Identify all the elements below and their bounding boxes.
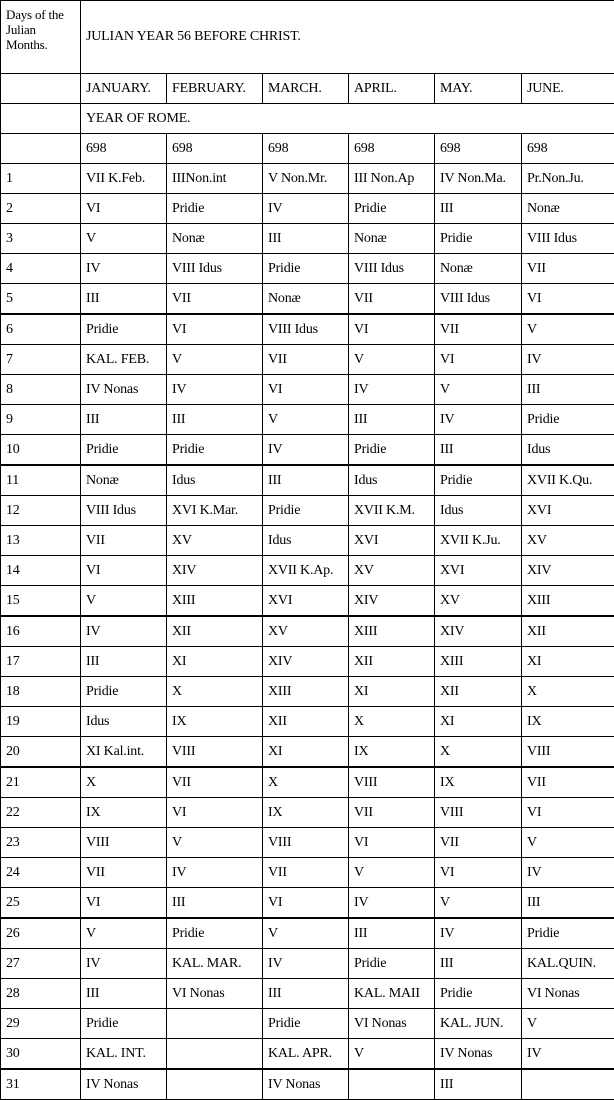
date-cell: XII	[349, 647, 435, 677]
day-number-cell: 3	[1, 224, 81, 254]
date-cell: VIII	[167, 737, 263, 768]
year-values-row	[1, 134, 614, 164]
date-cell: XIII	[349, 616, 435, 647]
date-cell: Pridie	[81, 677, 167, 707]
date-cell: Nonæ	[263, 284, 349, 315]
year-value: 698	[435, 134, 522, 164]
date-cell: IV Nonas	[263, 1069, 349, 1100]
date-cell: VI Nonas	[349, 1009, 435, 1039]
table-row	[1, 918, 614, 949]
year-value: 698	[349, 134, 435, 164]
date-cell: Pridie	[349, 194, 435, 224]
date-cell: III	[349, 918, 435, 949]
date-cell: V	[263, 405, 349, 435]
table-row	[1, 767, 614, 798]
date-cell: Pridie	[435, 224, 522, 254]
empty-cell	[1, 104, 81, 134]
date-cell: VIII	[349, 767, 435, 798]
year-of-rome-label: YEAR OF ROME.	[81, 104, 614, 134]
date-cell: III	[349, 405, 435, 435]
year-of-rome-label-row	[1, 104, 614, 134]
month-header: JANUARY.	[81, 74, 167, 104]
date-cell: Idus	[435, 496, 522, 526]
date-cell: IV	[81, 254, 167, 284]
day-number-cell: 26	[1, 918, 81, 949]
date-cell: IV	[349, 888, 435, 919]
date-cell: IV	[435, 405, 522, 435]
date-cell: VI	[435, 858, 522, 888]
date-cell: XIII	[435, 647, 522, 677]
date-cell: III Non.Ap	[349, 164, 435, 194]
month-header: APRIL.	[349, 74, 435, 104]
date-cell: III	[167, 405, 263, 435]
table-row	[1, 1039, 614, 1070]
table-row	[1, 737, 614, 768]
date-cell: IX	[263, 798, 349, 828]
date-cell: III	[435, 194, 522, 224]
table-row	[1, 526, 614, 556]
date-cell: VII	[349, 798, 435, 828]
date-cell: XVII K.M.	[349, 496, 435, 526]
date-cell: VIII Idus	[167, 254, 263, 284]
date-cell: VII	[81, 526, 167, 556]
day-number-cell: 8	[1, 375, 81, 405]
date-cell: X	[81, 767, 167, 798]
date-cell: VII	[263, 345, 349, 375]
date-cell: XVI	[522, 496, 614, 526]
date-cell: IV	[522, 858, 614, 888]
day-number-cell: 19	[1, 707, 81, 737]
title-row	[1, 1, 614, 74]
date-cell: IV	[263, 194, 349, 224]
date-cell: III	[522, 375, 614, 405]
date-cell: Nonæ	[349, 224, 435, 254]
date-cell: VI Nonas	[167, 979, 263, 1009]
date-cell: XIV	[435, 616, 522, 647]
table-title: JULIAN YEAR 56 BEFORE CHRIST.	[81, 1, 614, 74]
date-cell: IV Nonas	[81, 1069, 167, 1100]
date-cell: KAL.QUIN.	[522, 949, 614, 979]
date-cell: V	[81, 586, 167, 617]
date-cell: VII	[167, 767, 263, 798]
year-value: 698	[522, 134, 614, 164]
date-cell: XV	[349, 556, 435, 586]
date-cell: XI	[349, 677, 435, 707]
date-cell: Pridie	[81, 1009, 167, 1039]
date-cell: X	[349, 707, 435, 737]
date-cell: KAL. JUN.	[435, 1009, 522, 1039]
date-cell: Nonæ	[167, 224, 263, 254]
day-number-cell: 5	[1, 284, 81, 315]
date-cell: XVI	[263, 586, 349, 617]
date-cell: XVII K.Qu.	[522, 465, 614, 496]
date-cell: VI	[349, 314, 435, 345]
date-cell: KAL. FEB.	[81, 345, 167, 375]
table-row	[1, 979, 614, 1009]
day-number-cell: 11	[1, 465, 81, 496]
date-cell: XVI	[349, 526, 435, 556]
date-cell	[167, 1009, 263, 1039]
day-number-cell: 29	[1, 1009, 81, 1039]
date-cell: IV	[263, 435, 349, 466]
date-cell: VIII	[81, 828, 167, 858]
date-cell: VI	[167, 314, 263, 345]
day-number-cell: 2	[1, 194, 81, 224]
date-cell: XVI	[435, 556, 522, 586]
date-cell: IV Non.Ma.	[435, 164, 522, 194]
date-cell: III	[435, 435, 522, 466]
table-row	[1, 496, 614, 526]
date-cell: XI	[435, 707, 522, 737]
day-number-cell: 15	[1, 586, 81, 617]
table-row	[1, 345, 614, 375]
date-cell: Pr.Non.Ju.	[522, 164, 614, 194]
date-cell: IV	[349, 375, 435, 405]
month-header: FEBRUARY.	[167, 74, 263, 104]
date-cell: V	[435, 375, 522, 405]
date-cell: XIV	[167, 556, 263, 586]
table-row	[1, 435, 614, 466]
table-row	[1, 194, 614, 224]
day-number-cell: 1	[1, 164, 81, 194]
date-cell: Pridie	[522, 405, 614, 435]
date-cell: VIII	[435, 798, 522, 828]
date-cell: Idus	[522, 435, 614, 466]
date-cell: XI	[263, 737, 349, 768]
date-cell: IX	[167, 707, 263, 737]
date-cell: X	[522, 677, 614, 707]
day-number-cell: 13	[1, 526, 81, 556]
date-cell: XII	[435, 677, 522, 707]
date-cell: VIII Idus	[263, 314, 349, 345]
table-row	[1, 858, 614, 888]
month-header: MARCH.	[263, 74, 349, 104]
day-number-cell: 25	[1, 888, 81, 919]
date-cell: VII	[263, 858, 349, 888]
date-cell: VI	[263, 888, 349, 919]
date-cell: Pridie	[435, 465, 522, 496]
day-number-cell: 7	[1, 345, 81, 375]
date-cell: VIII Idus	[349, 254, 435, 284]
day-number-cell: 31	[1, 1069, 81, 1100]
table-row	[1, 556, 614, 586]
date-cell: Pridie	[263, 496, 349, 526]
date-cell: KAL. APR.	[263, 1039, 349, 1070]
date-cell: XIII	[522, 586, 614, 617]
date-cell: Pridie	[167, 918, 263, 949]
date-cell: IV	[522, 345, 614, 375]
date-cell: XVI K.Mar.	[167, 496, 263, 526]
date-cell: XVII K.Ap.	[263, 556, 349, 586]
date-cell: V	[349, 1039, 435, 1070]
month-header: JUNE.	[522, 74, 614, 104]
day-number-cell: 22	[1, 798, 81, 828]
date-cell: XII	[522, 616, 614, 647]
date-cell: Idus	[263, 526, 349, 556]
date-cell: Nonæ	[81, 465, 167, 496]
month-header: MAY.	[435, 74, 522, 104]
date-cell: V	[263, 918, 349, 949]
date-cell: VI Nonas	[522, 979, 614, 1009]
date-cell: Pridie	[522, 918, 614, 949]
date-cell: VI	[81, 556, 167, 586]
date-cell: Pridie	[167, 435, 263, 466]
day-number-cell: 17	[1, 647, 81, 677]
date-cell: X	[167, 677, 263, 707]
day-number-cell: 23	[1, 828, 81, 858]
day-number-cell: 9	[1, 405, 81, 435]
date-cell: V	[435, 888, 522, 919]
date-cell: VI	[522, 284, 614, 315]
date-cell: IX	[522, 707, 614, 737]
table-row	[1, 828, 614, 858]
date-cell: Pridie	[349, 949, 435, 979]
table-row	[1, 405, 614, 435]
date-cell: VI	[81, 888, 167, 919]
date-cell: V	[81, 918, 167, 949]
date-cell: IV	[522, 1039, 614, 1070]
table-row	[1, 616, 614, 647]
date-cell: Pridie	[81, 435, 167, 466]
day-number-cell: 24	[1, 858, 81, 888]
date-cell: XV	[522, 526, 614, 556]
date-cell: IV	[435, 918, 522, 949]
days-column-header: Days of the Julian Months.	[1, 1, 81, 74]
date-cell: XVII K.Ju.	[435, 526, 522, 556]
date-cell: V	[167, 345, 263, 375]
table-row	[1, 888, 614, 919]
date-cell: XV	[263, 616, 349, 647]
date-cell: IX	[349, 737, 435, 768]
date-cell: Idus	[167, 465, 263, 496]
empty-cell	[1, 74, 81, 104]
date-cell: Idus	[349, 465, 435, 496]
date-cell: VII	[522, 254, 614, 284]
date-cell: III	[81, 284, 167, 315]
table-row	[1, 1009, 614, 1039]
date-cell: IV Nonas	[435, 1039, 522, 1070]
date-cell: VI	[167, 798, 263, 828]
date-cell: V	[167, 828, 263, 858]
date-cell: III	[435, 949, 522, 979]
date-cell: III	[263, 979, 349, 1009]
date-cell: XI Kal.int.	[81, 737, 167, 768]
date-cell: Pridie	[435, 979, 522, 1009]
date-cell: VII K.Feb.	[81, 164, 167, 194]
day-number-cell: 27	[1, 949, 81, 979]
date-cell: III	[522, 888, 614, 919]
date-cell: IV	[167, 858, 263, 888]
date-cell: V Non.Mr.	[263, 164, 349, 194]
date-cell	[167, 1039, 263, 1070]
table-row	[1, 224, 614, 254]
date-cell: VII	[167, 284, 263, 315]
day-number-cell: 12	[1, 496, 81, 526]
date-cell: KAL. MAR.	[167, 949, 263, 979]
date-cell: XIV	[263, 647, 349, 677]
date-cell: XI	[167, 647, 263, 677]
date-cell: III	[435, 1069, 522, 1100]
date-cell: V	[349, 858, 435, 888]
year-value: 698	[81, 134, 167, 164]
table-row	[1, 586, 614, 617]
day-number-cell: 10	[1, 435, 81, 466]
table-row	[1, 949, 614, 979]
date-cell: III	[81, 405, 167, 435]
date-cell: XV	[435, 586, 522, 617]
date-cell: VIII	[522, 737, 614, 768]
date-cell: V	[349, 345, 435, 375]
day-number-cell: 18	[1, 677, 81, 707]
date-cell: Nonæ	[522, 194, 614, 224]
date-cell: V	[522, 828, 614, 858]
table-row	[1, 798, 614, 828]
date-cell: Nonæ	[435, 254, 522, 284]
date-cell: XII	[167, 616, 263, 647]
date-cell: X	[435, 737, 522, 768]
date-cell: XIII	[263, 677, 349, 707]
date-cell: Pridie	[263, 254, 349, 284]
date-cell: VI	[81, 194, 167, 224]
day-number-cell: 14	[1, 556, 81, 586]
date-cell: Pridie	[167, 194, 263, 224]
date-cell: VII	[435, 828, 522, 858]
date-cell: IX	[435, 767, 522, 798]
date-cell: KAL. INT.	[81, 1039, 167, 1070]
table-row	[1, 465, 614, 496]
day-number-cell: 28	[1, 979, 81, 1009]
date-cell: VI	[522, 798, 614, 828]
date-cell: V	[522, 1009, 614, 1039]
month-header-row	[1, 74, 614, 104]
date-cell: III	[81, 647, 167, 677]
table-row	[1, 284, 614, 315]
day-number-cell: 30	[1, 1039, 81, 1070]
table-row	[1, 677, 614, 707]
date-cell: VII	[81, 858, 167, 888]
table-row	[1, 164, 614, 194]
date-cell: VII	[349, 284, 435, 315]
table-row	[1, 375, 614, 405]
date-cell: XIII	[167, 586, 263, 617]
date-cell: Pridie	[263, 1009, 349, 1039]
date-cell: XII	[263, 707, 349, 737]
date-cell: IV	[81, 949, 167, 979]
date-cell: VIII	[263, 828, 349, 858]
date-cell: III	[81, 979, 167, 1009]
date-cell: XIV	[349, 586, 435, 617]
date-cell: IX	[81, 798, 167, 828]
date-cell: VI	[263, 375, 349, 405]
date-cell: KAL. MAII	[349, 979, 435, 1009]
year-value: 698	[263, 134, 349, 164]
date-cell: VIII Idus	[522, 224, 614, 254]
date-cell: Pridie	[81, 314, 167, 345]
table-row	[1, 314, 614, 345]
day-number-cell: 20	[1, 737, 81, 768]
date-cell: IV	[81, 616, 167, 647]
date-cell: III	[167, 888, 263, 919]
date-cell: IV	[263, 949, 349, 979]
date-cell: Idus	[81, 707, 167, 737]
table-row	[1, 647, 614, 677]
date-cell: X	[263, 767, 349, 798]
date-cell: XIV	[522, 556, 614, 586]
date-cell: Pridie	[349, 435, 435, 466]
day-number-cell: 16	[1, 616, 81, 647]
date-cell: V	[522, 314, 614, 345]
date-cell: IV Nonas	[81, 375, 167, 405]
date-cell: VI	[435, 345, 522, 375]
table-row	[1, 707, 614, 737]
empty-cell	[1, 134, 81, 164]
table-row	[1, 254, 614, 284]
date-cell: VII	[435, 314, 522, 345]
date-cell: IV	[167, 375, 263, 405]
date-cell: XI	[522, 647, 614, 677]
date-cell: VI	[349, 828, 435, 858]
day-number-cell: 21	[1, 767, 81, 798]
date-cell: V	[81, 224, 167, 254]
date-cell: VIII Idus	[435, 284, 522, 315]
date-cell: III	[263, 465, 349, 496]
date-cell: VII	[522, 767, 614, 798]
date-cell: III	[263, 224, 349, 254]
day-number-cell: 6	[1, 314, 81, 345]
date-cell: VIII Idus	[81, 496, 167, 526]
day-number-cell: 4	[1, 254, 81, 284]
year-value: 698	[167, 134, 263, 164]
date-cell: IIINon.int	[167, 164, 263, 194]
date-cell: XV	[167, 526, 263, 556]
